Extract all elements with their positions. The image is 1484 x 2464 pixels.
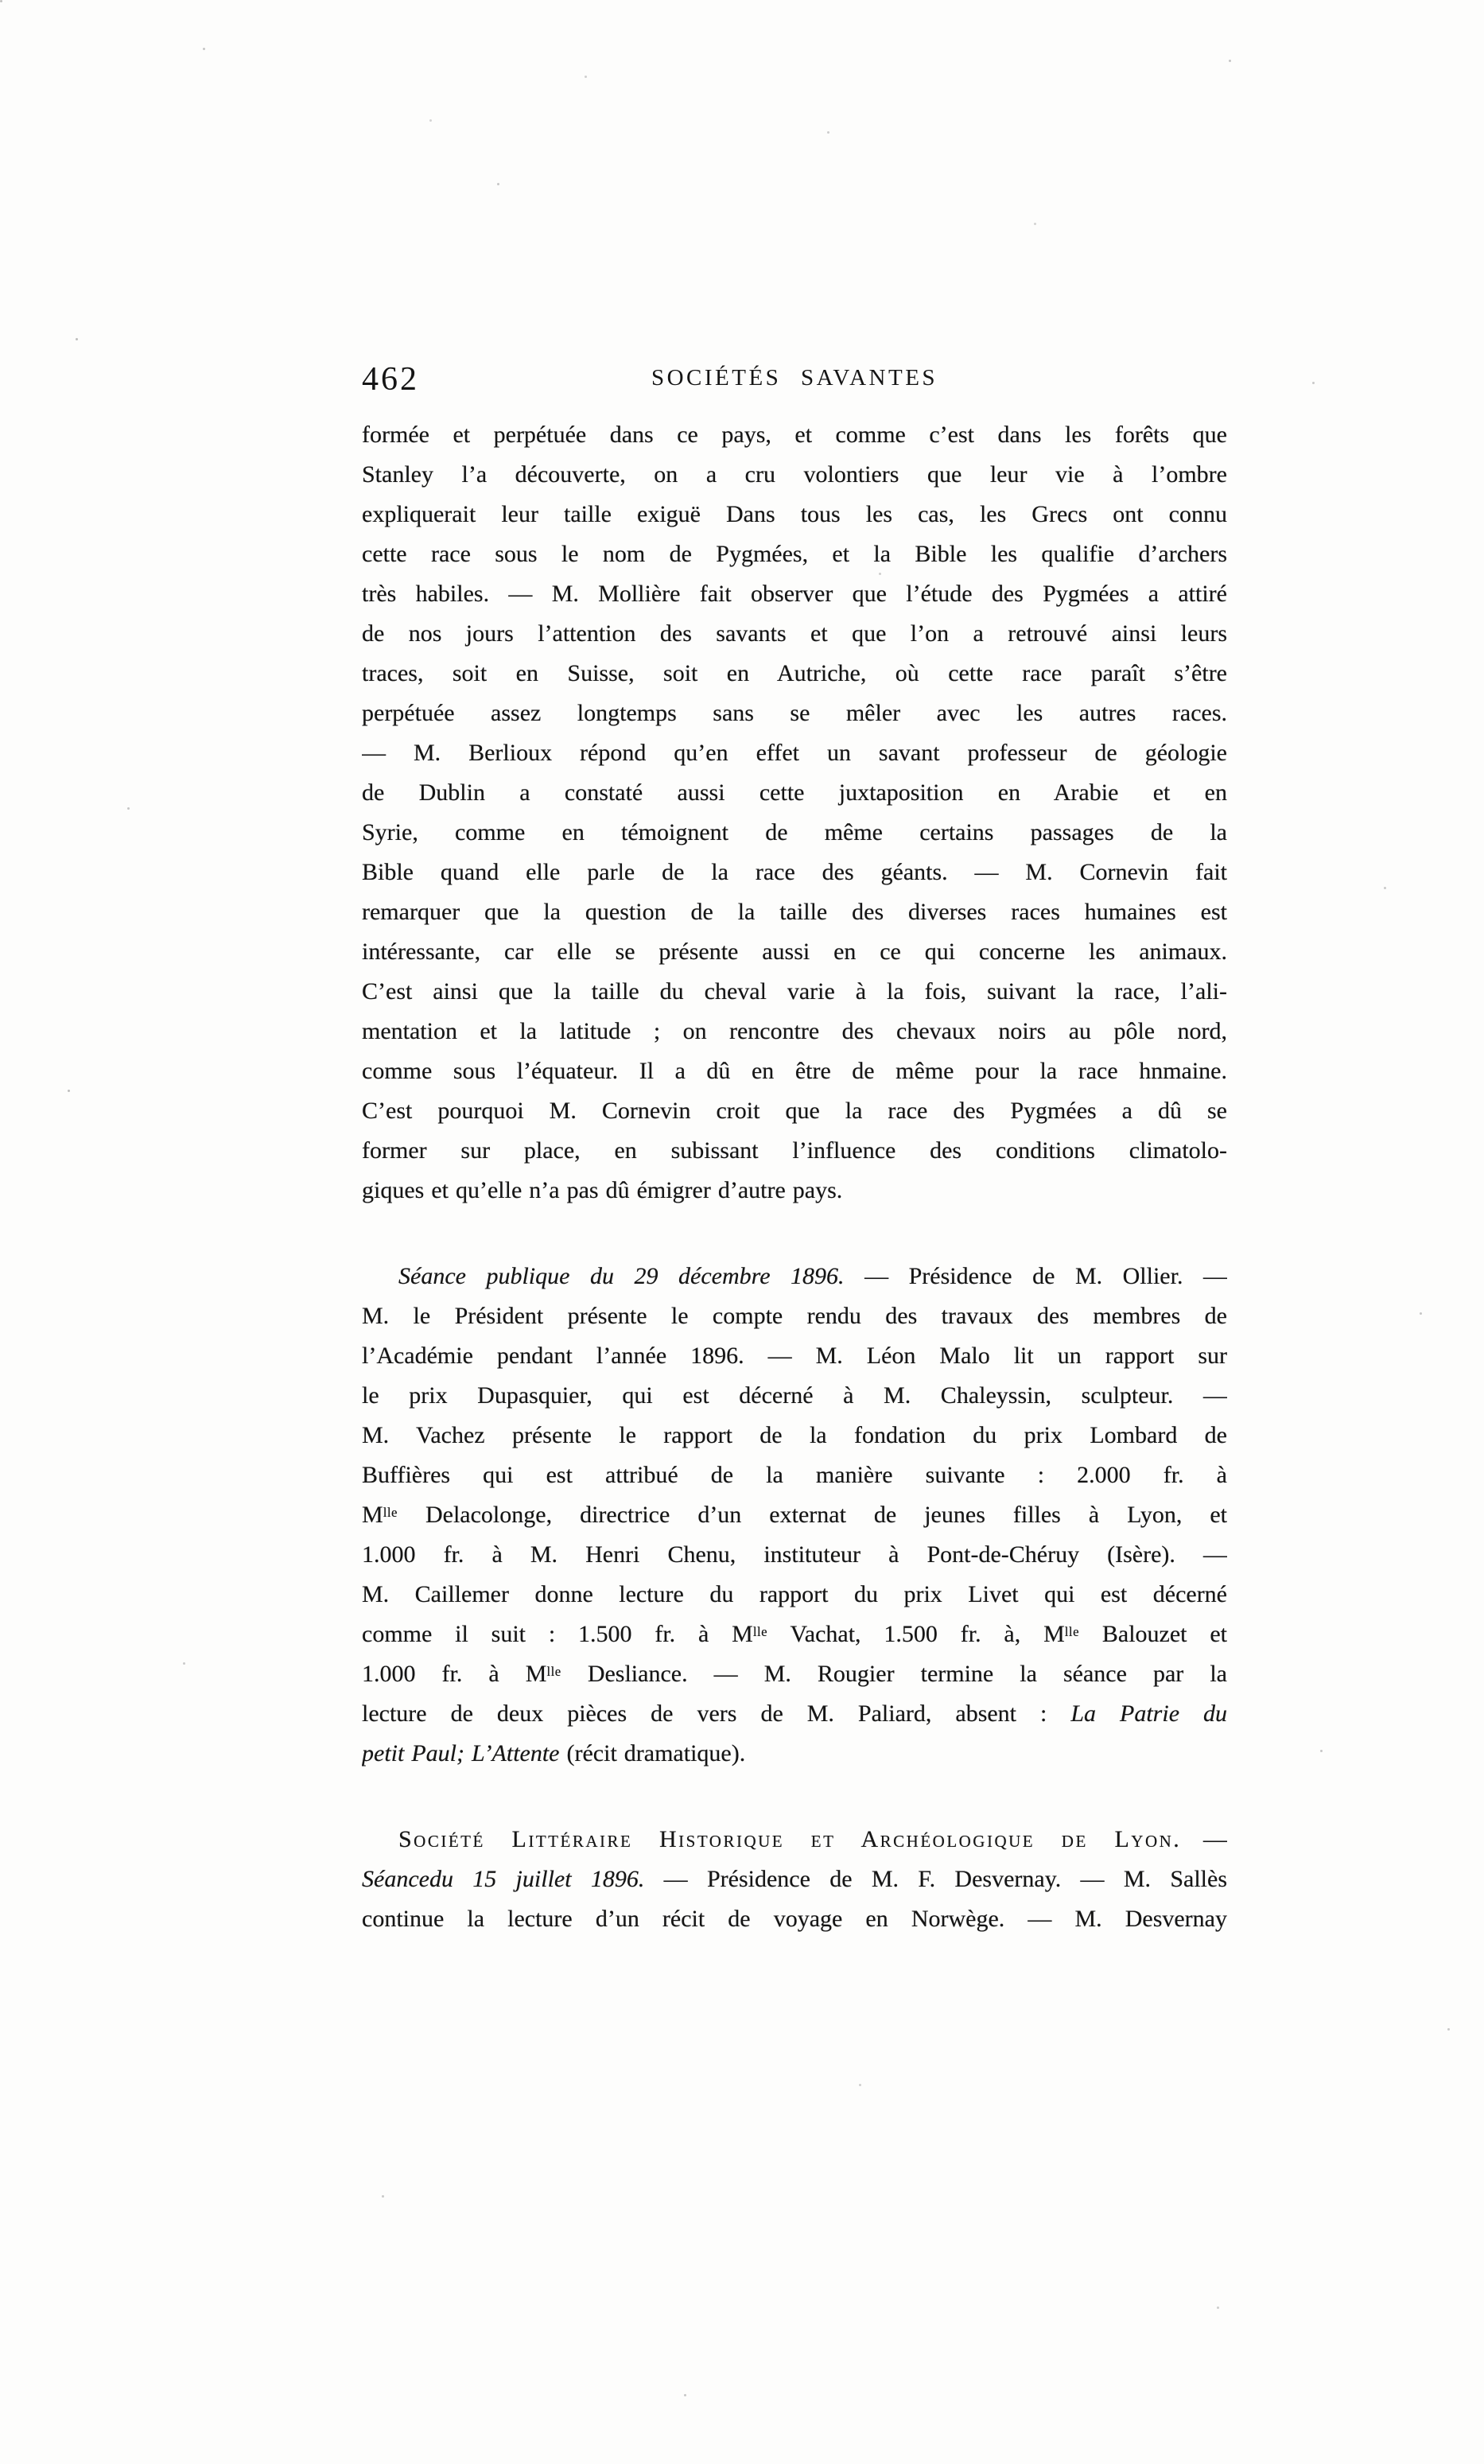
text-segment: —: [1181, 1826, 1227, 1852]
text-segment: M. le Président présente le compte rendu des travaux des membres de: [362, 1303, 1227, 1329]
text-line: [362, 1860, 1227, 1899]
text-segment: lle: [1064, 1623, 1080, 1639]
text-segment: M. Vachez présente le rapport de la fondation du prix Lombard de: [362, 1422, 1227, 1448]
text-segment: M: [362, 1502, 383, 1528]
text-line: [362, 534, 1227, 574]
text-segment: petit Paul; L’Attente: [362, 1740, 560, 1766]
text-line: [362, 1535, 1227, 1575]
text-segment: Balouzet et: [1079, 1621, 1227, 1647]
text-segment: de Dublin a constaté aussi cette juxtaposition en Arabie et en: [362, 779, 1227, 806]
text-line: [362, 415, 1227, 455]
text-line: [362, 1654, 1227, 1694]
text-line: [362, 773, 1227, 813]
text-segment: Delacolonge, directrice d’un externat de jeunes filles à Lyon, et: [397, 1502, 1227, 1528]
text-line: [362, 1416, 1227, 1455]
text-segment: Bible quand elle parle de la race des géants. — M. Cornevin fait: [362, 859, 1227, 885]
text-segment: Stanley l’a découverte, on a cru volontiers que leur vie à l’ombre: [362, 461, 1227, 488]
text-segment: mentation et la latitude ; on rencontre des chevaux noirs au pôle nord,: [362, 1018, 1227, 1044]
text-line: [362, 1171, 1227, 1211]
text-segment: Buffières qui est attribué de la manière suivante : 2.000 fr. à: [362, 1462, 1227, 1488]
text-segment: remarquer que la question de la taille des diverses races humaines est: [362, 899, 1227, 925]
text-line: [362, 694, 1227, 733]
text-segment: C’est pourquoi M. Cornevin croit que la race des Pygmées a dû se: [362, 1098, 1227, 1124]
text-segment: continue la lecture d’un récit de voyage en Norwège. — M. Desvernay: [362, 1906, 1227, 1932]
text-segment: — Présidence de M. F. Desvernay. — M. Sallès: [644, 1866, 1227, 1892]
text-line: [362, 1899, 1227, 1939]
text-line: [362, 1734, 1227, 1774]
text-line: [362, 1131, 1227, 1171]
text-line: [362, 1257, 1227, 1296]
text-segment: Desliance. — M. Rougier termine la séance par la: [561, 1661, 1227, 1687]
text-line: [362, 614, 1227, 654]
text-line: [362, 813, 1227, 853]
text-line: [362, 1296, 1227, 1336]
text-segment: lle: [752, 1623, 768, 1639]
running-title: SOCIÉTÉS SAVANTES: [651, 365, 938, 391]
text-segment: C’est ainsi que la taille du cheval varie à la fois, suivant la race, l’ali-: [362, 978, 1227, 1005]
text-segment: très habiles. — M. Mollière fait observer que l’étude des Pygmées a attiré: [362, 581, 1227, 607]
text-line: [362, 892, 1227, 932]
text-line: [362, 654, 1227, 694]
text-segment: — Présidence de M. Ollier. —: [844, 1263, 1227, 1289]
text-segment: Séancedu 15 juillet 1896.: [362, 1866, 645, 1892]
page-number: 462: [362, 361, 419, 398]
text-segment: comme sous l’équateur. Il a dû en être de même pour la race hnmaine.: [362, 1058, 1227, 1084]
text-segment: Vachat, 1.500 fr. à, M: [767, 1621, 1065, 1647]
text-segment: cette race sous le nom de Pygmées, et la Bible les qualifie d’archers: [362, 541, 1227, 567]
text-segment: Société Littéraire Historique et Archéologique de Lyon.: [398, 1826, 1182, 1852]
text-line: [362, 1694, 1227, 1734]
text-segment: comme il suit : 1.500 fr. à M: [362, 1621, 753, 1647]
text-segment: l’Académie pendant l’année 1896. — M. Léon Malo lit un rapport sur: [362, 1343, 1227, 1369]
text-line: [362, 1495, 1227, 1535]
text-line: [362, 1336, 1227, 1376]
text-line: [362, 495, 1227, 534]
text-segment: giques et qu’elle n’a pas dû émigrer d’autre pays.: [362, 1177, 843, 1203]
text-segment: formée et perpétuée dans ce pays, et comme c’est dans les forêts que: [362, 422, 1227, 448]
text-line: [362, 853, 1227, 892]
text-segment: lle: [546, 1663, 561, 1679]
text-segment: intéressante, car elle se présente aussi en ce qui concerne les animaux.: [362, 939, 1227, 965]
text-segment: de nos jours l’attention des savants et que l’on a retrouvé ainsi leurs: [362, 620, 1227, 647]
paragraph: [362, 1257, 1227, 1774]
text-line: [362, 1615, 1227, 1654]
text-segment: Séance publique du 29 décembre 1896.: [398, 1263, 845, 1289]
text-segment: expliquerait leur taille exiguë Dans tous les cas, les Grecs ont connu: [362, 501, 1227, 527]
text-line: [362, 1376, 1227, 1416]
text-line: [362, 1820, 1227, 1860]
paragraph: [362, 415, 1227, 1211]
paragraph: [362, 1820, 1227, 1939]
text-line: [362, 1012, 1227, 1051]
text-line: [362, 1091, 1227, 1131]
text-line: [362, 972, 1227, 1012]
text-segment: le prix Dupasquier, qui est décerné à M. Chaleyssin, sculpteur. —: [362, 1382, 1227, 1409]
text-segment: La Patrie du: [1070, 1700, 1227, 1727]
text-line: [362, 932, 1227, 972]
text-segment: lecture de deux pièces de vers de M. Paliard, absent :: [362, 1700, 1071, 1727]
text-line: [362, 455, 1227, 495]
paragraphs-mount: [362, 415, 1227, 1939]
text-segment: — M. Berlioux répond qu’en effet un savant professeur de géologie: [362, 740, 1227, 766]
page-header: [362, 358, 1227, 398]
text-segment: 1.000 fr. à M: [362, 1661, 547, 1687]
text-block: [362, 358, 1227, 1939]
text-segment: perpétuée assez longtemps sans se mêler avec les autres races.: [362, 700, 1227, 726]
text-line: [362, 733, 1227, 773]
text-segment: 1.000 fr. à M. Henri Chenu, instituteur à Pont-de-Chéruy (Isère). —: [362, 1541, 1227, 1568]
text-line: [362, 1051, 1227, 1091]
text-segment: traces, soit en Suisse, soit en Autriche, où cette race paraît s’être: [362, 660, 1227, 686]
text-segment: M. Caillemer donne lecture du rapport du prix Livet qui est décerné: [362, 1581, 1227, 1607]
text-line: [362, 1575, 1227, 1615]
text-segment: former sur place, en subissant l’influence des conditions climatolo-: [362, 1137, 1227, 1164]
text-segment: (récit dramatique).: [559, 1740, 746, 1766]
text-segment: Syrie, comme en témoignent de même certains passages de la: [362, 819, 1227, 845]
text-segment: lle: [383, 1504, 398, 1520]
text-line: [362, 1455, 1227, 1495]
text-line: [362, 574, 1227, 614]
